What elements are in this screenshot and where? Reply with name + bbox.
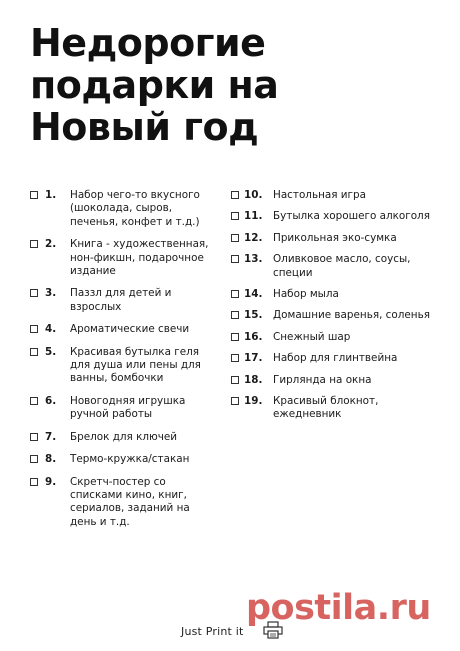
checkbox-icon[interactable] (30, 348, 38, 356)
list-item (231, 232, 431, 245)
list-item (30, 189, 210, 229)
list-item (30, 453, 210, 466)
item-text: Брелок для ключей (70, 430, 178, 443)
list-item (231, 352, 431, 365)
watermark: postila.ru (246, 588, 431, 628)
item-number: 13. (244, 253, 263, 266)
item-number: 8. (45, 453, 57, 466)
title-line-1: Недорогие (30, 21, 266, 65)
item-text: Оливковое масло, соусы, специи (273, 253, 411, 279)
checkbox-icon[interactable] (30, 240, 38, 248)
checkbox-icon[interactable] (30, 455, 38, 463)
item-number: 10. (244, 189, 263, 201)
item-number: 3. (45, 287, 57, 300)
list-item (231, 210, 431, 223)
item-number: 4. (45, 323, 57, 336)
item-text: Бутылка хорошего алкоголя (273, 210, 430, 223)
item-number: 5. (45, 345, 57, 358)
checkbox-icon[interactable] (231, 376, 239, 384)
item-text: Прикольная эко-сумка (273, 231, 397, 244)
item-number: 9. (45, 475, 57, 488)
item-number: 19. (244, 395, 263, 408)
list-item (30, 238, 210, 278)
page-title (30, 22, 430, 148)
footer-brand: Just Print it (181, 625, 244, 638)
list-item (231, 395, 431, 422)
item-text: Набор для глинтвейна (273, 352, 398, 365)
item-number: 18. (244, 373, 263, 386)
item-text: Настольная игра (273, 189, 366, 201)
checkbox-icon[interactable] (30, 433, 38, 441)
item-number: 16. (244, 330, 263, 343)
title-line-3: Новый год (30, 105, 259, 149)
checkbox-icon[interactable] (30, 191, 38, 199)
list-item (231, 331, 431, 344)
checkbox-icon[interactable] (231, 354, 239, 362)
list-item (231, 189, 431, 202)
item-text: Новогодняя игрушка ручной работы (70, 394, 186, 421)
checkbox-icon[interactable] (231, 333, 239, 341)
list-item (30, 346, 210, 386)
item-text: Книга - художественная, нон-фикшн, подарочное издание (70, 238, 209, 278)
item-number: 14. (244, 288, 263, 301)
item-number: 7. (45, 430, 57, 443)
item-text: Набор чего-то вкусного (шоколада, сыров, печенья, конфет и т.д.) (70, 189, 200, 228)
gift-list-right (231, 189, 431, 422)
checkbox-icon[interactable] (30, 325, 38, 333)
item-text: Скретч-постер со списками кино, книг, сериалов, заданий на день и т.д. (70, 475, 190, 528)
list-item (30, 431, 210, 444)
item-text: Снежный шар (273, 330, 351, 343)
item-number: 6. (45, 394, 57, 407)
checkbox-icon[interactable] (231, 191, 239, 199)
checkbox-icon[interactable] (231, 397, 239, 405)
title-line-2: подарки на (30, 63, 279, 107)
list-item (231, 288, 431, 301)
checkbox-icon[interactable] (231, 311, 239, 319)
item-text: Домашние варенья, соленья (273, 309, 430, 322)
checkbox-icon[interactable] (231, 290, 239, 298)
item-text: Термо-кружка/стакан (70, 453, 190, 466)
list-item (30, 476, 210, 530)
item-text: Гирлянда на окна (273, 373, 372, 386)
list-item (231, 309, 431, 322)
list-item (30, 395, 210, 422)
checkbox-icon[interactable] (30, 397, 38, 405)
list-item (30, 323, 210, 336)
checkbox-icon[interactable] (30, 478, 38, 486)
checkbox-icon[interactable] (30, 289, 38, 297)
item-text: Красивый блокнот, ежедневник (273, 395, 379, 421)
list-item (30, 287, 210, 314)
gift-list-left (30, 189, 210, 529)
list-item (231, 374, 431, 387)
item-number: 11. (244, 210, 263, 223)
item-number: 15. (244, 309, 263, 322)
item-number: 17. (244, 352, 263, 365)
item-text: Паззл для детей и взрослых (70, 287, 172, 313)
list-item (231, 253, 431, 280)
item-text: Ароматические свечи (70, 323, 190, 336)
checkbox-icon[interactable] (231, 212, 239, 220)
item-number: 1. (45, 189, 57, 201)
item-number: 12. (244, 231, 263, 244)
item-text: Красивая бутылка геля для душа или пены для ванны, бомбочки (70, 345, 201, 385)
checkbox-icon[interactable] (231, 234, 239, 242)
checkbox-icon[interactable] (231, 255, 239, 263)
item-text: Набор мыла (273, 288, 339, 301)
item-number: 2. (45, 238, 57, 251)
